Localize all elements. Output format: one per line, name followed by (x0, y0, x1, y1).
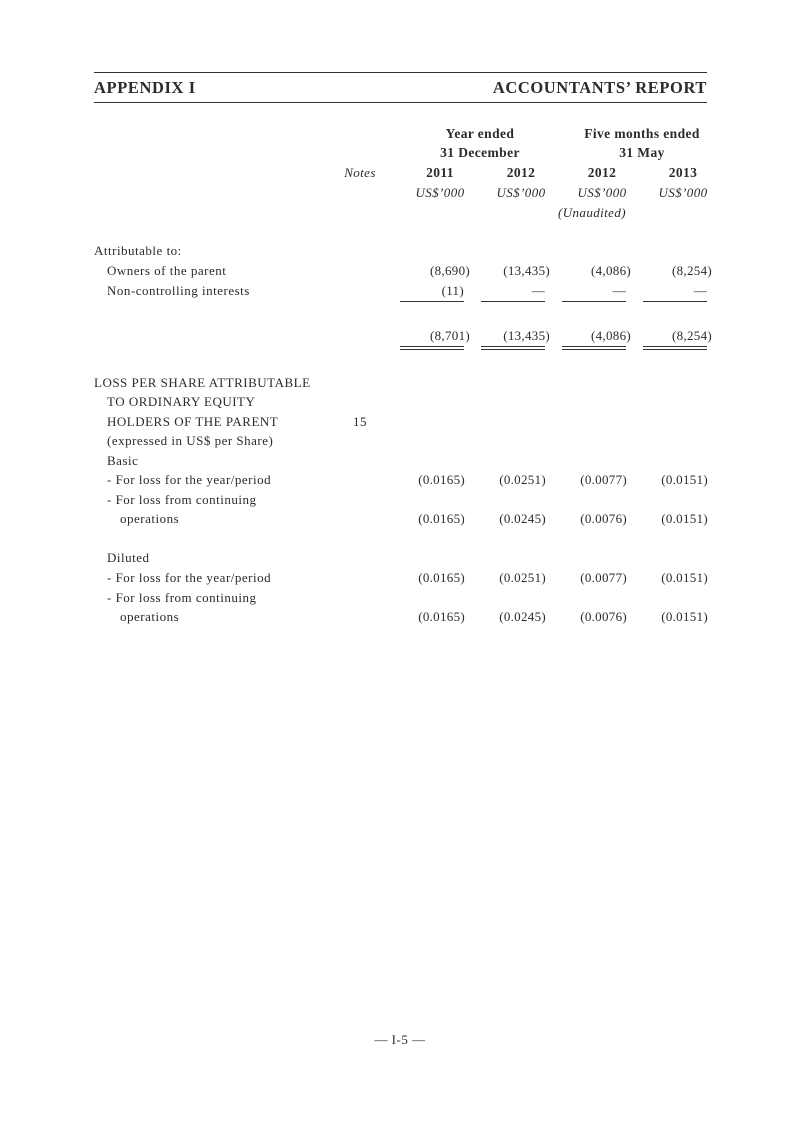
year-2011: 2011 (426, 165, 454, 180)
total-2012u: (4,086) (590, 328, 631, 343)
basic-row2-2013: (0.0151) (661, 511, 708, 526)
owners-2011: (8,690) (429, 263, 470, 278)
diluted-row2-2011: (0.0165) (418, 609, 465, 624)
basic-row1-2012: (0.0251) (499, 472, 546, 487)
basic-row1-2011: (0.0165) (418, 472, 465, 487)
unaudited-label: (Unaudited) (558, 205, 626, 220)
basic-row2-2012u: (0.0076) (580, 511, 627, 526)
owners-label: Owners of the parent (107, 263, 227, 278)
year-2012-a: 2012 (506, 165, 536, 180)
basic-row2-label-b: operations (120, 511, 180, 526)
diluted-row1-label: - For loss for the year/period (107, 570, 272, 585)
col-group-year-ended: Year ended (445, 126, 515, 141)
notes-header: Notes (344, 165, 376, 180)
basic-row1-2013: (0.0151) (661, 472, 708, 487)
diluted-row2-2012u: (0.0076) (580, 609, 627, 624)
nci-2012u: — (612, 283, 626, 298)
lps-heading-line2: TO ORDINARY EQUITY (107, 394, 256, 409)
diluted-row1-2013: (0.0151) (661, 570, 708, 585)
diluted-row2-label-b: operations (120, 609, 180, 624)
report-title: ACCOUNTANTS’ REPORT (492, 78, 707, 97)
unit-col3: US$’000 (577, 185, 627, 200)
page-number: — I-5 — (374, 1032, 426, 1047)
owners-2012u: (4,086) (590, 263, 631, 278)
lps-note-ref: 15 (353, 414, 367, 429)
lps-heading-line1: LOSS PER SHARE ATTRIBUTABLE (94, 375, 311, 390)
diluted-row2-2012: (0.0245) (499, 609, 546, 624)
total-double-rule-col4 (643, 346, 707, 350)
lps-expressed: (expressed in US$ per Share) (107, 433, 274, 448)
total-double-rule-col3 (562, 346, 626, 350)
basic-label: Basic (107, 453, 139, 468)
col-group-31-may: 31 May (619, 145, 665, 160)
total-double-rule-col1 (400, 346, 464, 350)
diluted-row1-2012u: (0.0077) (580, 570, 627, 585)
appendix-title: APPENDIX I (94, 78, 196, 97)
total-2012: (13,435) (503, 328, 550, 343)
subtotal-rule-col3 (562, 301, 626, 302)
diluted-row2-2013: (0.0151) (661, 609, 708, 624)
diluted-label: Diluted (107, 550, 150, 565)
basic-row1-2012u: (0.0077) (580, 472, 627, 487)
unit-col2: US$’000 (496, 185, 546, 200)
diluted-row1-2011: (0.0165) (418, 570, 465, 585)
total-double-rule-col2 (481, 346, 545, 350)
header-top-rule (94, 72, 707, 73)
total-2013: (8,254) (671, 328, 712, 343)
subtotal-rule-col2 (481, 301, 545, 302)
year-2013: 2013 (668, 165, 698, 180)
col-group-31-december: 31 December (440, 145, 520, 160)
diluted-row2-label-a: - For loss from continuing (107, 590, 257, 605)
owners-2013: (8,254) (671, 263, 712, 278)
owners-2012: (13,435) (503, 263, 550, 278)
basic-row2-2012: (0.0245) (499, 511, 546, 526)
unit-col4: US$’000 (658, 185, 708, 200)
nci-label: Non-controlling interests (107, 283, 250, 298)
diluted-row1-2012: (0.0251) (499, 570, 546, 585)
basic-row2-2011: (0.0165) (418, 511, 465, 526)
total-2011: (8,701) (429, 328, 470, 343)
nci-2012: — (531, 283, 545, 298)
lps-heading-line3: HOLDERS OF THE PARENT (107, 414, 279, 429)
header-bottom-rule (94, 102, 707, 103)
attributable-heading: Attributable to: (94, 243, 182, 258)
nci-2013: — (693, 283, 707, 298)
basic-row2-label-a: - For loss from continuing (107, 492, 257, 507)
unit-col1: US$’000 (415, 185, 465, 200)
subtotal-rule-col1 (400, 301, 464, 302)
nci-2011: (11) (441, 283, 464, 298)
subtotal-rule-col4 (643, 301, 707, 302)
basic-row1-label: - For loss for the year/period (107, 472, 272, 487)
col-group-five-months: Five months ended (584, 126, 700, 141)
year-2012-b: 2012 (587, 165, 617, 180)
